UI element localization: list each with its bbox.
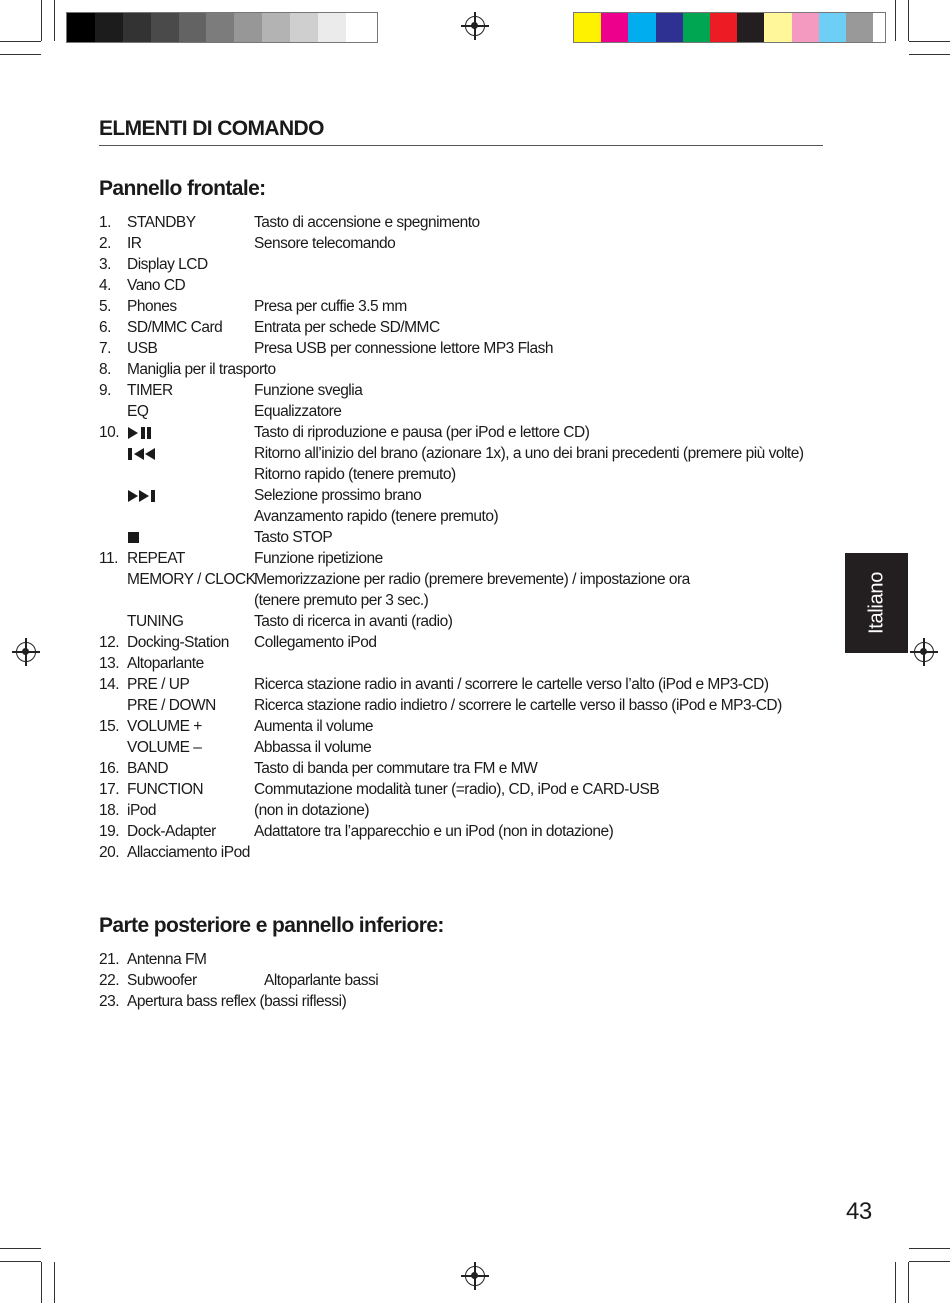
item-number (99, 464, 127, 485)
crop-mark (41, 0, 42, 41)
item-label: iPod (127, 802, 157, 819)
item-label: Dock-Adapter (127, 823, 216, 840)
item-icon (127, 527, 254, 548)
item-label: Display LCD (127, 256, 208, 273)
list-item (99, 569, 839, 590)
list-item (99, 653, 839, 674)
list-item (99, 674, 839, 695)
item-number: 3. (99, 256, 111, 273)
color-swatch (710, 13, 737, 42)
color-swatch (656, 13, 683, 42)
color-swatch (290, 13, 318, 42)
item-description: Avanzamento rapido (tenere premuto) (254, 508, 499, 525)
color-control-bar (573, 12, 886, 43)
item-number: 20. (99, 844, 120, 861)
item-number: 1. (99, 214, 111, 231)
crop-mark (909, 41, 950, 42)
color-swatch (318, 13, 346, 42)
list-item (99, 548, 839, 569)
list-item (99, 485, 839, 506)
crop-mark (908, 1262, 909, 1303)
list-item (99, 275, 839, 296)
item-description: Tasto di accensione e spegnimento (254, 214, 480, 231)
color-swatch (792, 13, 819, 42)
crop-mark (909, 54, 950, 55)
crop-mark (54, 0, 55, 41)
item-label: EQ (127, 403, 149, 420)
item-number: 8. (99, 361, 111, 378)
item-label: MEMORY / CLOCK (127, 571, 256, 588)
color-swatch (234, 13, 262, 42)
color-swatch (846, 13, 873, 42)
color-swatch (95, 13, 123, 42)
item-label: SD/MMC Card (127, 319, 223, 336)
grayscale-control-bar (66, 12, 378, 43)
item-number: 16. (99, 760, 120, 777)
item-description: Tasto STOP (254, 529, 333, 546)
list-item (99, 970, 839, 991)
crop-mark (0, 1248, 41, 1249)
list-item (99, 296, 839, 317)
item-description: Aumenta il volume (254, 718, 374, 735)
item-label: Phones (127, 298, 177, 315)
list-item (99, 233, 839, 254)
item-number: 6. (99, 319, 111, 336)
item-number: 17. (99, 781, 120, 798)
item-label: Altoparlante (127, 655, 204, 672)
item-description: Sensore telecomando (254, 235, 396, 252)
item-label: BAND (127, 760, 169, 777)
item-label: IR (127, 235, 142, 252)
list-item (99, 737, 839, 758)
crop-mark (895, 0, 896, 41)
item-label: VOLUME – (127, 739, 202, 756)
crop-mark (0, 1261, 41, 1262)
item-number: 15. (99, 718, 120, 735)
list-item (99, 842, 839, 863)
item-description: Tasto di banda per commutare tra FM e MW (254, 760, 538, 777)
color-swatch (346, 13, 374, 42)
item-label: FUNCTION (127, 781, 204, 798)
item-description: Tasto di riproduzione e pausa (per iPod e lettore CD) (254, 424, 590, 441)
list-item (99, 317, 839, 338)
list-item (99, 991, 839, 1012)
item-number: 18. (99, 802, 120, 819)
list-item (99, 758, 839, 779)
rear-panel-list (99, 949, 839, 1012)
item-number: 4. (99, 277, 111, 294)
item-number: 19. (99, 823, 120, 840)
item-label: USB (127, 340, 158, 357)
item-number: 13. (99, 655, 120, 672)
list-item (99, 443, 839, 464)
item-number: 5. (99, 298, 111, 315)
crop-mark (908, 0, 909, 41)
item-description: Funzione ripetizione (254, 550, 383, 567)
item-description: Ricerca stazione radio indietro / scorrere le cartelle verso il basso (iPod e MP3-CD) (254, 697, 782, 714)
list-item (99, 949, 839, 970)
item-number: 21. (99, 951, 120, 968)
list-item (99, 422, 839, 443)
item-label: Antenna FM (127, 951, 207, 968)
registration-mark-icon (914, 642, 934, 662)
color-swatch (819, 13, 846, 42)
item-number (99, 737, 127, 758)
list-item (99, 800, 839, 821)
registration-mark-icon (16, 642, 36, 662)
stop-icon (127, 527, 141, 548)
item-description: Presa per cuffie 3.5 mm (254, 298, 407, 315)
list-item (99, 716, 839, 737)
item-number: 10. (99, 424, 120, 441)
item-description: Collegamento iPod (254, 634, 377, 651)
item-icon (127, 485, 254, 506)
item-label: Vano CD (127, 277, 186, 294)
item-number (99, 443, 127, 464)
item-number (99, 527, 127, 548)
item-number: 9. (99, 382, 111, 399)
item-label: Docking-Station (127, 634, 229, 651)
item-description: (non in dotazione) (254, 802, 370, 819)
item-description: (tenere premuto per 3 sec.) (254, 592, 429, 609)
list-item (99, 821, 839, 842)
language-tab (845, 553, 908, 653)
front-panel-list (99, 212, 839, 863)
color-swatch (683, 13, 710, 42)
item-label: PRE / UP (127, 676, 190, 693)
color-swatch (151, 13, 179, 42)
list-item (99, 695, 839, 716)
list-item (99, 611, 839, 632)
crop-mark (54, 1262, 55, 1303)
color-swatch (179, 13, 207, 42)
item-icon (127, 443, 254, 464)
item-number (99, 506, 127, 527)
item-description: Ritorno rapido (tenere premuto) (254, 466, 456, 483)
color-swatch (206, 13, 234, 42)
item-label: TUNING (127, 613, 184, 630)
item-number: 2. (99, 235, 111, 252)
play-pause-icon (127, 422, 157, 443)
item-label (127, 506, 254, 527)
item-label (127, 464, 254, 485)
item-description: Ritorno all’inizio del brano (azionare 1x), a uno dei brani precedenti (premere più volte) (254, 445, 804, 462)
list-item (99, 254, 839, 275)
item-description: Adattatore tra l’apparecchio e un iPod (non in dotazione) (254, 823, 614, 840)
color-swatch (764, 13, 791, 42)
crop-mark (909, 1248, 950, 1249)
item-number (99, 401, 127, 422)
item-label: Apertura bass reflex (bassi riflessi) (127, 993, 347, 1010)
registration-mark-icon (465, 1266, 485, 1286)
list-item (99, 380, 839, 401)
item-description: Altoparlante bassi (264, 972, 379, 989)
item-number (99, 485, 127, 506)
item-label: PRE / DOWN (127, 697, 216, 714)
list-item (99, 464, 839, 485)
item-description: Tasto di ricerca in avanti (radio) (254, 613, 453, 630)
item-number: 12. (99, 634, 120, 651)
item-label: VOLUME + (127, 718, 202, 735)
list-item (99, 359, 839, 380)
item-label: REPEAT (127, 550, 185, 567)
page-number: 43 (846, 1198, 872, 1225)
item-label: Maniglia per il trasporto (127, 361, 276, 378)
color-swatch (601, 13, 628, 42)
crop-mark (0, 41, 41, 42)
item-label (127, 590, 254, 611)
item-number (99, 569, 127, 590)
crop-mark (41, 1262, 42, 1303)
item-label: Allacciamento iPod (127, 844, 250, 861)
front-panel-heading: Pannello frontale: (99, 177, 266, 200)
item-label: STANDBY (127, 214, 196, 231)
item-number: 14. (99, 676, 120, 693)
item-label: Subwoofer (127, 972, 197, 989)
color-swatch (262, 13, 290, 42)
list-item (99, 338, 839, 359)
item-number: 23. (99, 993, 120, 1010)
item-number (99, 695, 127, 716)
crop-mark (909, 1261, 950, 1262)
color-swatch (628, 13, 655, 42)
color-swatch (67, 13, 95, 42)
next-track-icon (127, 485, 163, 506)
item-description: Presa USB per connessione lettore MP3 Flash (254, 340, 553, 357)
item-number (99, 611, 127, 632)
item-number: 7. (99, 340, 111, 357)
list-item (99, 527, 839, 548)
language-tab-label: Italiano (865, 571, 887, 635)
page-title: ELMENTI DI COMANDO (99, 117, 823, 146)
color-swatch (574, 13, 601, 42)
item-number: 11. (99, 550, 118, 567)
item-description: Funzione sveglia (254, 382, 363, 399)
item-description: Entrata per schede SD/MMC (254, 319, 440, 336)
item-description: Equalizzatore (254, 403, 342, 420)
list-item (99, 632, 839, 653)
item-label: TIMER (127, 382, 173, 399)
crop-mark (0, 54, 41, 55)
item-number: 22. (99, 972, 120, 989)
list-item (99, 779, 839, 800)
item-description: Commutazione modalità tuner (=radio), CD, iPod e CARD-USB (254, 781, 660, 798)
item-description: Selezione prossimo brano (254, 487, 422, 504)
item-description: Ricerca stazione radio in avanti / scorrere le cartelle verso l’alto (iPod e MP3-CD) (254, 676, 769, 693)
item-number (99, 590, 127, 611)
color-swatch (737, 13, 764, 42)
item-description: Abbassa il volume (254, 739, 372, 756)
list-item (99, 506, 839, 527)
registration-mark-icon (465, 16, 485, 36)
list-item (99, 590, 839, 611)
item-icon (127, 422, 254, 443)
list-item (99, 401, 839, 422)
crop-mark (895, 1262, 896, 1303)
item-description: Memorizzazione per radio (premere brevemente) / impostazione ora (254, 571, 690, 588)
color-swatch (123, 13, 151, 42)
list-item (99, 212, 839, 233)
previous-track-icon (127, 443, 163, 464)
rear-panel-heading: Parte posteriore e pannello inferiore: (99, 914, 444, 937)
